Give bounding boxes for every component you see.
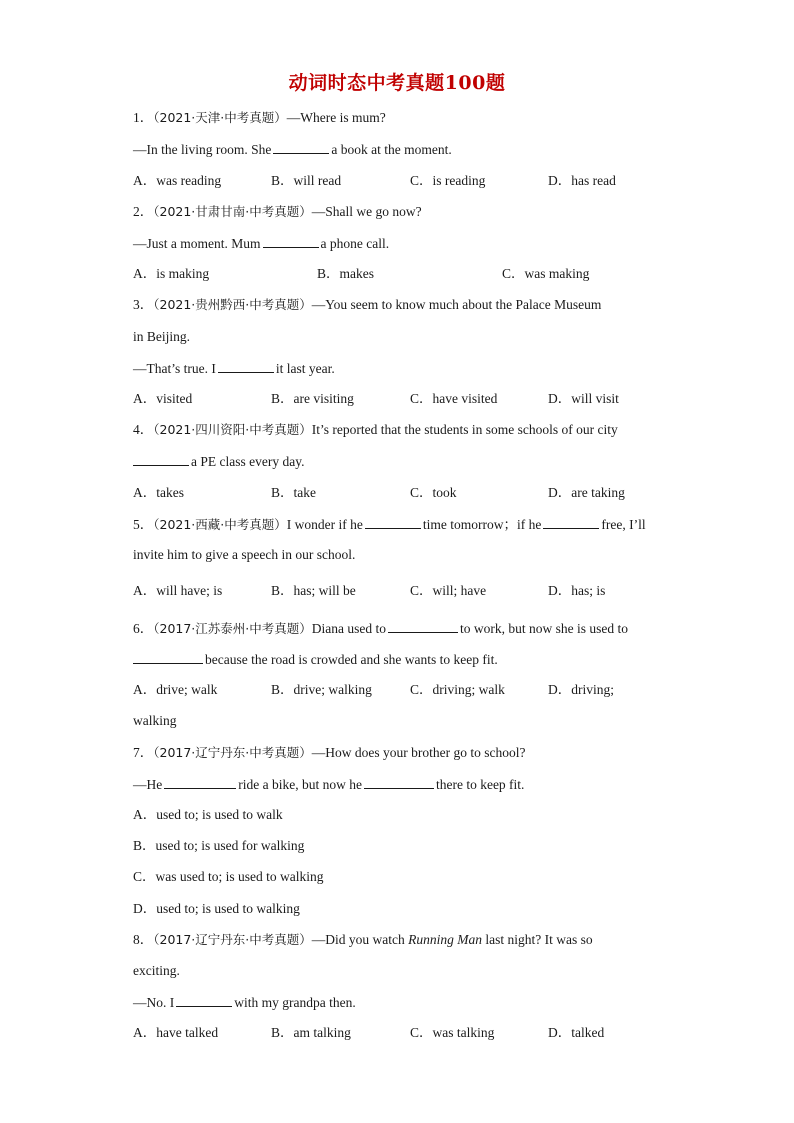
answer-blank[interactable] (543, 515, 599, 529)
option-d[interactable]: D．talked (548, 1025, 605, 1040)
question-3-line: in Beijing. (133, 329, 190, 344)
option-d[interactable]: D．are taking (548, 485, 625, 500)
option-b[interactable]: B．take (271, 485, 316, 500)
option-a[interactable]: A．is making (133, 266, 210, 281)
question-3-line: —That’s true. I it last year. (133, 361, 335, 376)
question-3-stem: 3．（2021·贵州黔西·中考真题）—You seem to know much about the Palace Museum (133, 297, 602, 312)
answer-blank[interactable] (365, 515, 421, 529)
answer-blank[interactable] (218, 359, 274, 373)
option-a[interactable]: A．used to; is used to walk (133, 807, 283, 822)
answer-blank[interactable] (133, 452, 189, 466)
option-d[interactable]: D．will visit (548, 391, 619, 406)
answer-blank[interactable] (164, 775, 236, 789)
question-5-stem: 5．（2021·西藏·中考真题）I wonder if he time tomorrow；if he free, I’ll (133, 517, 646, 532)
question-7-stem: 7．（2017·辽宁丹东·中考真题）—How does your brother go to school? (133, 745, 526, 760)
option-c[interactable]: C．will; have (410, 583, 487, 598)
option-b[interactable]: B．am talking (271, 1025, 351, 1040)
option-a[interactable]: A．will have; is (133, 583, 223, 598)
question-5-line: invite him to give a speech in our school. (133, 547, 356, 562)
question-1-stem: 1．（2021·天津·中考真题）—Where is mum? (133, 110, 386, 125)
option-a[interactable]: A．takes (133, 485, 184, 500)
question-8-line: exciting. (133, 963, 180, 978)
option-b[interactable]: B．used to; is used for walking (133, 838, 305, 853)
question-6-stem: 6．（2017·江苏泰州·中考真题）Diana used to to work, but now she is used to (133, 621, 628, 636)
answer-blank[interactable] (273, 140, 329, 154)
answer-blank[interactable] (388, 619, 458, 633)
option-c[interactable]: C．was used to; is used to walking (133, 869, 324, 884)
option-d-wrap: walking (133, 713, 177, 728)
option-c[interactable]: C．driving; walk (410, 682, 505, 697)
question-8-line: —No. I with my grandpa then. (133, 995, 356, 1010)
answer-blank[interactable] (364, 775, 434, 789)
page-title: 动词时态中考真题100题 (288, 72, 506, 94)
option-b[interactable]: B．has; will be (271, 583, 356, 598)
option-a[interactable]: A．was reading (133, 173, 222, 188)
option-d[interactable]: D．has; is (548, 583, 606, 598)
question-1-line: —In the living room. She a book at the moment. (133, 142, 452, 157)
option-a[interactable]: A．have talked (133, 1025, 219, 1040)
answer-blank[interactable] (263, 234, 319, 248)
question-source: （2021·四川资阳·中考真题） (153, 422, 312, 437)
answer-blank[interactable] (176, 993, 232, 1007)
option-c[interactable]: C．was making (502, 266, 590, 281)
question-source: （2017·辽宁丹东·中考真题） (153, 745, 312, 760)
question-8-stem: 8．（2017·辽宁丹东·中考真题）—Did you watch Running Man last night? It was so (133, 932, 593, 947)
question-source: （2017·江苏泰州·中考真题） (153, 621, 312, 636)
option-b[interactable]: B．drive; walking (271, 682, 372, 697)
show-title: Running Man (408, 932, 482, 947)
option-b[interactable]: B．will read (271, 173, 342, 188)
option-d[interactable]: D．used to; is used to walking (133, 901, 300, 916)
option-d[interactable]: D．driving; (548, 682, 614, 697)
question-2-stem: 2．（2021·甘肃甘南·中考真题）—Shall we go now? (133, 204, 422, 219)
question-source: （2021·贵州黔西·中考真题） (153, 297, 312, 312)
option-c[interactable]: C．took (410, 485, 457, 500)
question-source: （2021·天津·中考真题） (153, 110, 287, 125)
answer-blank[interactable] (133, 650, 203, 664)
question-2-line: —Just a moment. Mum a phone call. (133, 236, 390, 251)
option-a[interactable]: A．visited (133, 391, 193, 406)
option-d[interactable]: D．has read (548, 173, 616, 188)
question-4-line: a PE class every day. (133, 452, 304, 471)
option-c[interactable]: C．was talking (410, 1025, 495, 1040)
question-7-line: —He ride a bike, but now he there to keep fit. (133, 777, 525, 792)
question-4-stem: 4．（2021·四川资阳·中考真题）It’s reported that the students in some schools of our city (133, 422, 618, 437)
question-source: （2021·西藏·中考真题） (153, 517, 287, 532)
option-b[interactable]: B．are visiting (271, 391, 354, 406)
option-c[interactable]: C．have visited (410, 391, 498, 406)
option-c[interactable]: C．is reading (410, 173, 486, 188)
option-b[interactable]: B．makes (317, 266, 374, 281)
question-source: （2017·辽宁丹东·中考真题） (153, 932, 312, 947)
question-source: （2021·甘肃甘南·中考真题） (153, 204, 312, 219)
option-a[interactable]: A．drive; walk (133, 682, 218, 697)
question-6-line: because the road is crowded and she wants to keep fit. (133, 650, 498, 669)
